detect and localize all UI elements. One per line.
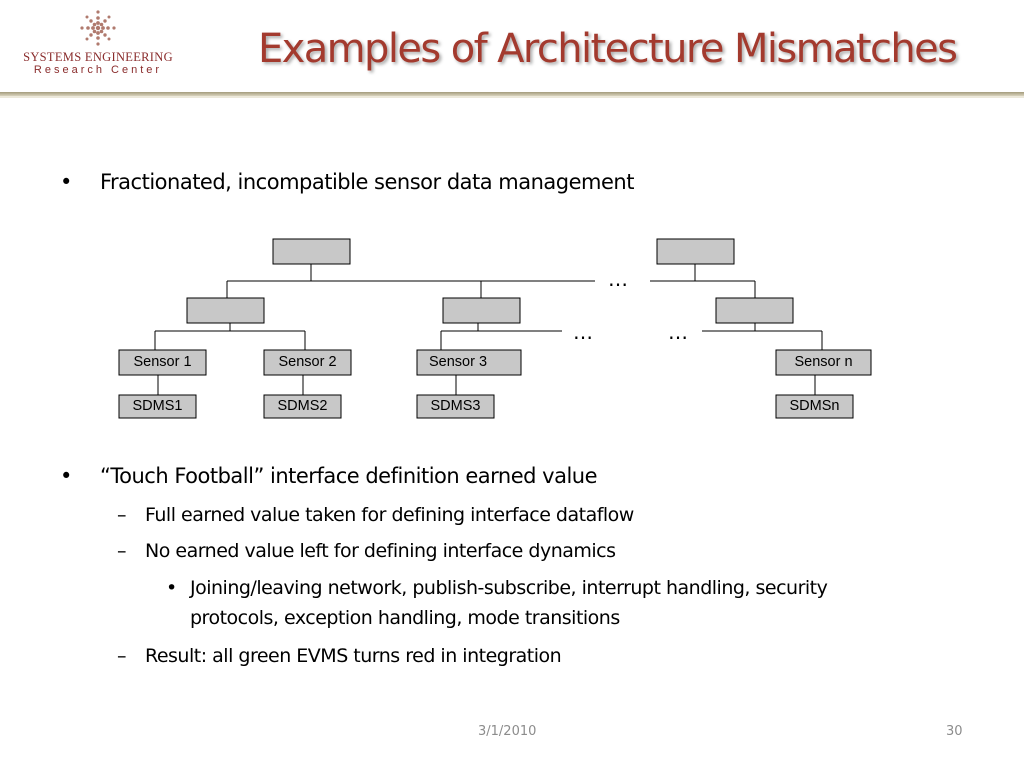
sdms-label-3: SDMS3 bbox=[430, 398, 481, 414]
sub-sub-bullet-line-1: Joining/leaving network, publish-subscribe, interrupt handling, security bbox=[190, 577, 828, 599]
top-node-right bbox=[657, 239, 734, 264]
sensor-label-2: Sensor 2 bbox=[278, 354, 337, 370]
dash-glyph: – bbox=[117, 540, 126, 562]
sensor-label-n: Sensor n bbox=[794, 354, 853, 370]
sdms-label-2: SDMS2 bbox=[277, 398, 328, 414]
footer-date: 3/1/2010 bbox=[478, 724, 537, 739]
sensor-label-1: Sensor 1 bbox=[133, 354, 192, 370]
dash-glyph: – bbox=[117, 504, 126, 526]
bullet-glyph: • bbox=[60, 170, 72, 194]
bullet-1-text: Fractionated, incompatible sensor data management bbox=[100, 170, 634, 194]
sensor-label-3: Sensor 3 bbox=[429, 354, 488, 370]
logo-name: SYSTEMS ENGINEERING bbox=[23, 50, 173, 64]
bullet-glyph: • bbox=[166, 577, 177, 599]
mid-node-left bbox=[187, 298, 264, 323]
sub-sub-bullet-line-2: protocols, exception handling, mode transitions bbox=[190, 607, 620, 629]
sub-bullet-2-text: No earned value left for defining interface dynamics bbox=[145, 540, 616, 562]
top-node-left bbox=[273, 239, 350, 264]
ellipsis-mid-left: … bbox=[573, 320, 593, 344]
logo-subtitle: Research Center bbox=[33, 64, 163, 76]
mid-node-right bbox=[716, 298, 793, 323]
dash-glyph: – bbox=[117, 645, 126, 667]
sub-bullet-3-text: Result: all green EVMS turns red in integration bbox=[145, 645, 562, 667]
sdms-label-1: SDMS1 bbox=[132, 398, 183, 414]
sdms-label-n: SDMSn bbox=[789, 398, 840, 414]
bullet-2-text: “Touch Football” interface definition earned value bbox=[100, 464, 598, 488]
ellipsis-top: … bbox=[608, 267, 628, 291]
slide-title: Examples of Architecture Mismatches bbox=[258, 26, 957, 72]
mid-node-center bbox=[443, 298, 520, 323]
page-number: 30 bbox=[946, 724, 963, 739]
bullet-glyph: • bbox=[60, 464, 72, 488]
sub-bullet-1-text: Full earned value taken for defining interface dataflow bbox=[145, 504, 634, 526]
ellipsis-mid-right: … bbox=[668, 320, 688, 344]
